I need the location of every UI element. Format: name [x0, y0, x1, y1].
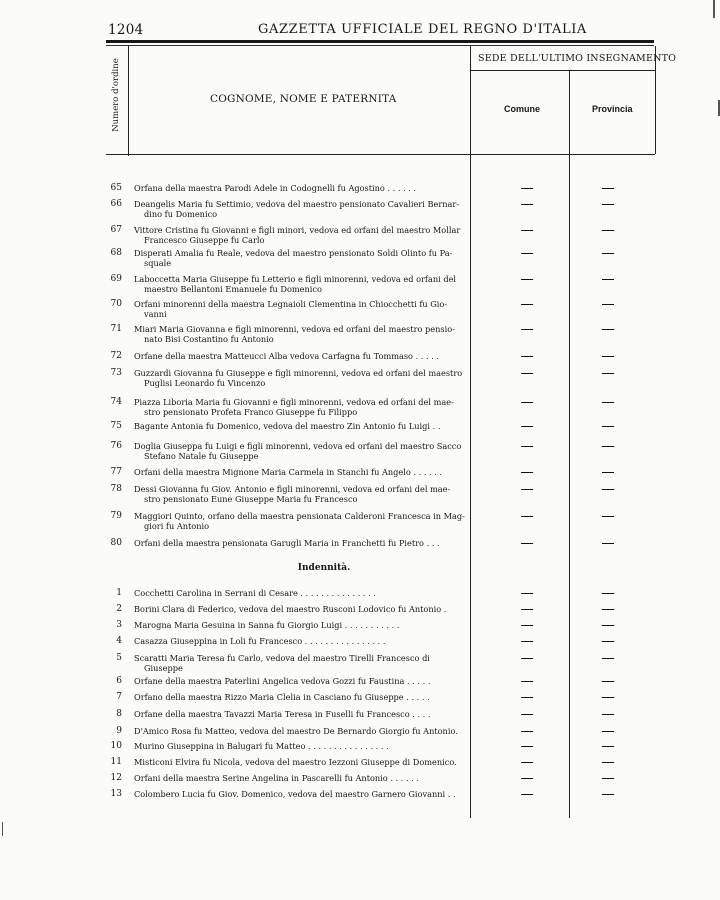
row-line: Cocchetti Carolina in Serrani di Cesare . . . . . . . . . . . . . . .: [134, 588, 376, 598]
comune-dash: [521, 746, 533, 747]
row-number: 74: [110, 397, 122, 407]
row-number: 2: [116, 604, 122, 614]
section-title-indennita: Indennità.: [297, 563, 351, 573]
row-number: 71: [110, 324, 122, 334]
comune-dash: [521, 714, 533, 715]
page-header: [0, 22, 720, 38]
row-line: stro pensionato Profeta Franco Giuseppe fu Filippo: [144, 407, 358, 417]
comune-dash: [521, 609, 533, 610]
row-number: 79: [110, 511, 122, 521]
comune-dash: [521, 402, 533, 403]
provincia-dash: [602, 543, 614, 544]
provincia-dash: [602, 681, 614, 682]
row-line: Laboccetta Maria Giuseppe fu Letterio e figli minorenni, vedova ed orfani del: [134, 274, 457, 284]
comune-dash: [521, 697, 533, 698]
provincia-dash: [602, 609, 614, 610]
row-line: Murino Giuseppina in Balugari fu Matteo . . . . . . . . . . . . . . . .: [134, 741, 389, 751]
row-number: 65: [110, 183, 122, 193]
comune-dash: [521, 762, 533, 763]
row-line: Colombero Lucia fu Giov. Domenico, vedova del maestro Garnero Giovanni . .: [134, 789, 456, 799]
column-header-cognome: COGNOME, NOME E PATERNITA: [210, 93, 397, 105]
comune-dash: [521, 329, 533, 330]
row-line: Orfani della maestra Mignone Maria Carmela in Stanchi fu Angelo . . . . . .: [134, 467, 443, 477]
row-number: 9: [116, 726, 122, 736]
row-line: nato Bisi Costantino fu Antonio: [144, 334, 274, 344]
provincia-dash: [602, 204, 614, 205]
table-head-rule: [106, 154, 655, 155]
row-text: [134, 588, 472, 598]
row-text: [134, 511, 472, 531]
row-line: Disperati Amalia fu Reale, vedova del maestro pensionato Soldi Olinto fu Pa-: [134, 248, 453, 258]
row-line: Deangelis Maria fu Settimio, vedova del maestro pensionato Cavalieri Bernar-: [134, 199, 460, 209]
comune-dash: [521, 489, 533, 490]
row-line: Francesco Giuseppe fu Carlo: [144, 235, 265, 245]
row-text: [134, 538, 472, 548]
page-number: 1204: [108, 22, 144, 38]
sede-subrule: [470, 70, 655, 71]
row-text: [134, 351, 472, 361]
header-rule: [106, 40, 654, 43]
row-text: [134, 604, 472, 614]
provincia-dash: [602, 516, 614, 517]
row-number: 76: [110, 441, 122, 451]
row-line: Casazza Giuseppina in Loli fu Francesco . . . . . . . . . . . . . . . .: [134, 636, 386, 646]
row-line: Orfane della maestra Tavazzi Maria Teresa in Fuselli fu Francesco . . . .: [134, 709, 431, 719]
row-line: Maggiori Quinto, orfano della maestra pensionata Calderoni Francesca in Mag-: [134, 511, 465, 521]
row-text: [134, 653, 472, 673]
column-header-sede: SEDE DELL'ULTIMO INSEGNAMENTO: [478, 53, 677, 64]
row-line: Orfani minorenni della maestra Legnaioli Clementina in Chiocchetti fu Gio-: [134, 299, 448, 309]
provincia-dash: [602, 426, 614, 427]
row-line: vanni: [144, 309, 167, 319]
provincia-dash: [602, 446, 614, 447]
provincia-dash: [602, 472, 614, 473]
row-number: 13: [110, 789, 122, 799]
comune-dash: [521, 472, 533, 473]
row-text: [134, 199, 472, 219]
row-line: Orfane della maestra Paterlini Angelica vedova Gozzi fu Faustina . . . . .: [134, 676, 431, 686]
comune-dash: [521, 641, 533, 642]
row-number: 67: [110, 225, 122, 235]
comune-dash: [521, 279, 533, 280]
row-text: [134, 274, 472, 294]
provincia-dash: [602, 746, 614, 747]
row-line: Marogna Maria Gesuina in Sanna fu Giorgio Luigi . . . . . . . . . . .: [134, 620, 400, 630]
provincia-dash: [602, 489, 614, 490]
row-text: [134, 676, 472, 686]
row-number: 10: [110, 741, 122, 751]
comune-dash: [521, 253, 533, 254]
row-number: 11: [110, 757, 122, 767]
row-line: Orfano della maestra Rizzo Maria Clelia in Casciano fu Giuseppe . . . . .: [134, 692, 430, 702]
row-text: [134, 773, 472, 783]
row-line: Dessi Giovanna fu Giov. Antonio e figli minorenni, vedova ed orfani del mae-: [134, 484, 451, 494]
row-text: [134, 299, 472, 319]
comune-dash: [521, 658, 533, 659]
row-number: 69: [110, 274, 122, 284]
provincia-dash: [602, 253, 614, 254]
row-line: Misticoni Elvira fu Nicola, vedova del maestro Iezzoni Giuseppe di Domenico.: [134, 757, 457, 767]
row-line: Orfana della maestra Parodi Adele in Codognelli fu Agostino . . . . . .: [134, 183, 417, 193]
row-number: 72: [110, 351, 122, 361]
row-line: Piazza Liboria Maria fu Giovanni e figli minorenni, vedova ed orfani del mae-: [134, 397, 454, 407]
row-number: 6: [116, 676, 122, 686]
row-number: 12: [110, 773, 122, 783]
provincia-dash: [602, 778, 614, 779]
row-number: 66: [110, 199, 122, 209]
page-title: GAZZETTA UFFICIALE DEL REGNO D'ITALIA: [258, 22, 587, 37]
row-text: [134, 421, 472, 431]
row-text: [134, 397, 472, 417]
row-text: [134, 789, 472, 799]
provincia-dash: [602, 762, 614, 763]
provincia-dash: [602, 625, 614, 626]
comune-dash: [521, 426, 533, 427]
row-number: 7: [116, 692, 122, 702]
row-line: squale: [144, 258, 172, 268]
comune-dash: [521, 356, 533, 357]
row-line: Guzzardi Giovanna fu Giuseppe e figli minorenni, vedova ed orfani del maestro: [134, 368, 463, 378]
row-number: 1: [116, 588, 122, 598]
row-number: 73: [110, 368, 122, 378]
row-number: 70: [110, 299, 122, 309]
row-text: [134, 726, 472, 736]
row-text: [134, 324, 472, 344]
row-text: [134, 620, 472, 630]
provincia-dash: [602, 230, 614, 231]
comune-dash: [521, 681, 533, 682]
row-line: Orfani della maestra pensionata Garugli Maria in Franchetti fu Pietro . . .: [134, 538, 440, 548]
row-number: 68: [110, 248, 122, 258]
provincia-dash: [602, 188, 614, 189]
provincia-dash: [602, 658, 614, 659]
provincia-dash: [602, 714, 614, 715]
column-divider-name: [470, 46, 471, 818]
column-header-provincia: Provincia: [592, 104, 633, 114]
row-number: 8: [116, 709, 122, 719]
row-text: [134, 368, 472, 388]
row-number: 78: [110, 484, 122, 494]
provincia-dash: [602, 279, 614, 280]
comune-dash: [521, 446, 533, 447]
row-line: Giuseppe: [144, 663, 183, 673]
column-header-numero: Numero d'ordine: [111, 58, 121, 132]
column-divider-comune: [569, 70, 570, 818]
row-number: 5: [116, 653, 122, 663]
row-text: [134, 484, 472, 504]
row-number: 80: [110, 538, 122, 548]
comune-dash: [521, 625, 533, 626]
comune-dash: [521, 516, 533, 517]
provincia-dash: [602, 356, 614, 357]
comune-dash: [521, 188, 533, 189]
row-text: [134, 636, 472, 646]
scan-mark: [713, 0, 715, 18]
provincia-dash: [602, 329, 614, 330]
column-header-comune: Comune: [504, 104, 540, 114]
row-number: 75: [110, 421, 122, 431]
row-line: maestro Bellantoni Emanuele fu Domenico: [144, 284, 322, 294]
row-text: [134, 757, 472, 767]
comune-dash: [521, 794, 533, 795]
header-rule-thin: [106, 45, 654, 46]
comune-dash: [521, 204, 533, 205]
row-text: [134, 741, 472, 751]
comune-dash: [521, 543, 533, 544]
row-number: 4: [116, 636, 122, 646]
row-line: Borini Clara di Federico, vedova del maestro Rusconi Lodovico fu Antonio .: [134, 604, 447, 614]
row-line: stro pensionato Eune Giuseppe Maria fu Francesco: [144, 494, 358, 504]
comune-dash: [521, 304, 533, 305]
row-text: [134, 248, 472, 268]
row-line: Orfane della maestra Matteucci Alba vedova Carfagna fu Tommaso . . . . .: [134, 351, 440, 361]
comune-dash: [521, 778, 533, 779]
row-line: dino fu Domenico: [144, 209, 218, 219]
comune-dash: [521, 373, 533, 374]
comune-dash: [521, 593, 533, 594]
provincia-dash: [602, 641, 614, 642]
row-line: Doglia Giuseppa fu Luigi e figli minorenni, vedova ed orfani del maestro Sacco: [134, 441, 462, 451]
comune-dash: [521, 230, 533, 231]
row-line: Bagante Antonia fu Domenico, vedova del maestro Zin Antonio fu Luigi . .: [134, 421, 441, 431]
row-text: [134, 692, 472, 702]
row-number: 77: [110, 467, 122, 477]
row-line: Miari Maria Giovanna e figli minorenni, vedova ed orfani del maestro pensio-: [134, 324, 455, 334]
row-line: Scaratti Maria Teresa fu Carlo, vedova del maestro Tirelli Francesco di: [134, 653, 430, 663]
provincia-dash: [602, 593, 614, 594]
row-line: Puglisi Leonardo fu Vincenzo: [144, 378, 266, 388]
provincia-dash: [602, 794, 614, 795]
row-line: Stefano Natale fu Giuseppe: [144, 451, 259, 461]
row-line: D'Amico Rosa fu Matteo, vedova del maestro De Bernardo Giorgio fu Antonio.: [134, 726, 458, 736]
row-text: [134, 183, 472, 193]
comune-dash: [521, 731, 533, 732]
row-number: 3: [116, 620, 122, 630]
provincia-dash: [602, 304, 614, 305]
provincia-dash: [602, 402, 614, 403]
scan-mark: [2, 822, 3, 836]
row-line: Vittore Cristina fu Giovanni e figli minori, vedova ed orfani del maestro Mollar: [134, 225, 461, 235]
provincia-dash: [602, 731, 614, 732]
row-line: Orfani della maestra Serine Angelina in Pascarelli fu Antonio . . . . . .: [134, 773, 419, 783]
row-line: giori fu Antonio: [144, 521, 210, 531]
row-text: [134, 709, 472, 719]
row-text: [134, 441, 472, 461]
provincia-dash: [602, 373, 614, 374]
provincia-dash: [602, 697, 614, 698]
row-text: [134, 225, 472, 245]
column-divider-numero: [128, 46, 129, 156]
row-text: [134, 467, 472, 477]
